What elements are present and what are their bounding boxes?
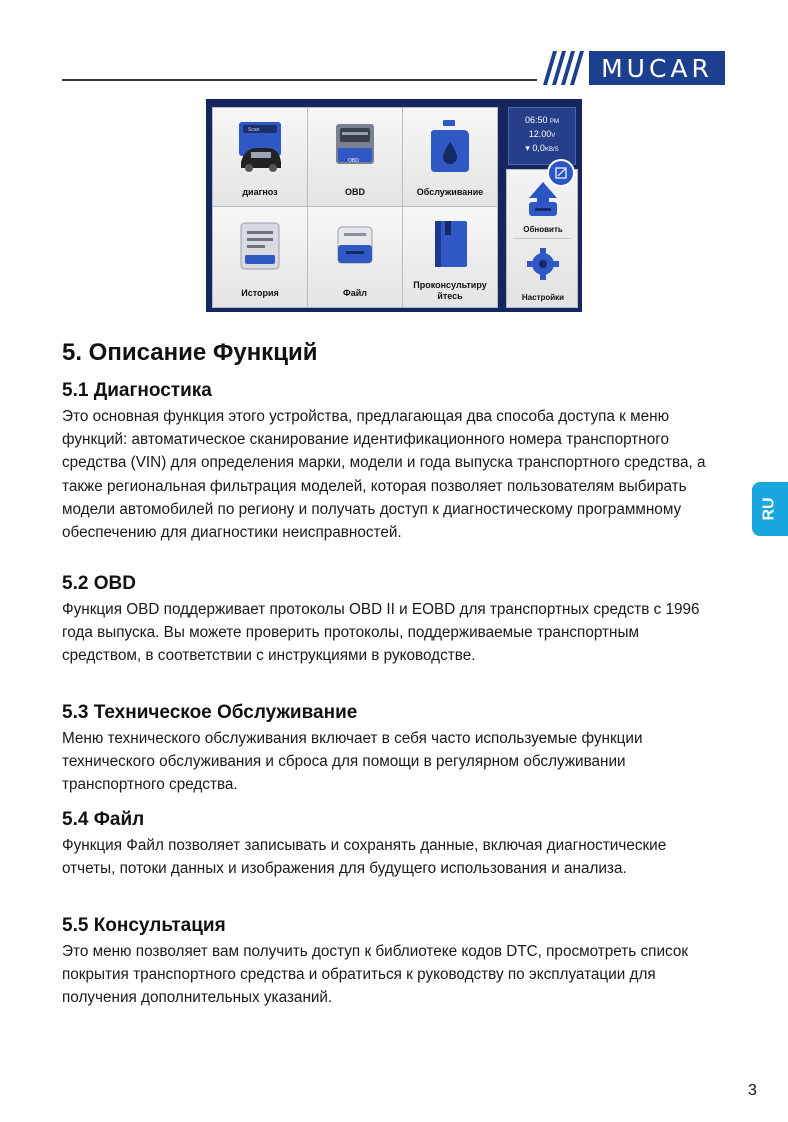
file-printer-icon: [330, 217, 380, 273]
section-diagnostics: [62, 379, 722, 544]
scan-chip: Scan: [248, 127, 260, 133]
status-speed: 0,0: [532, 143, 545, 153]
brand-slashes-icon: [541, 51, 587, 85]
wifi-icon: ▾: [525, 143, 530, 153]
section-heading: 5.4 Файл: [62, 809, 145, 830]
gear-icon: [526, 247, 560, 281]
tile-diagnosis[interactable]: [212, 107, 308, 207]
page-title: 5. Описание Функций: [62, 339, 318, 366]
section-maintenance: [62, 701, 722, 797]
section-obd: [62, 572, 722, 668]
header-divider: [62, 79, 537, 81]
section-heading: 5.3 Техническое Обслуживание: [62, 702, 358, 723]
side-panel: [506, 169, 578, 308]
section-heading: 5.5 Консультация: [62, 915, 226, 936]
history-document-icon: [235, 217, 285, 273]
tile-history[interactable]: [212, 206, 308, 308]
tile-label: Файл: [343, 288, 367, 298]
tile-maintenance[interactable]: [402, 107, 498, 207]
status-voltage: 12.00: [528, 129, 552, 139]
tile-label: История: [241, 288, 279, 298]
oil-can-icon: [425, 118, 475, 174]
tile-obd[interactable]: [307, 107, 403, 207]
device-screenshot: [206, 99, 582, 312]
book-icon: [425, 217, 475, 273]
tile-file[interactable]: [307, 206, 403, 308]
status-voltage-unit: V: [551, 133, 556, 139]
tile-label: OBD: [345, 187, 365, 197]
status-speed-unit: KB/S: [544, 147, 559, 153]
status-time-suffix: PM: [550, 119, 560, 125]
section-file: [62, 808, 722, 880]
tile-label: Проконсультиру йтесь: [413, 280, 487, 301]
settings-label: Настройки: [521, 293, 565, 302]
section-text: Это основная функция этого устройства, предлагающая два способа доступа к меню функций: автоматическое сканирование идентификационного номера транспортного средства (VIN) для определения марки, модели и года выпуска транспортного средства, а также региональная фильтрация моделей, которая позволяет пользователям выбирать модели автомобилей по региону и получать доступ к диагностическому программному обеспечению для диагностики неисправностей.: [62, 408, 706, 542]
obd-connector-icon: [330, 118, 380, 174]
status-speed-row: [509, 142, 575, 156]
notification-badge[interactable]: [547, 159, 575, 187]
status-time-row: [509, 114, 575, 128]
status-panel: [508, 107, 576, 165]
settings-button[interactable]: [507, 239, 579, 309]
section-heading: 5.1 Диагностика: [62, 380, 212, 401]
tile-consult[interactable]: [402, 206, 498, 308]
section-text: Меню технического обслуживания включает в себя часто используемые функции технического обслуживания и сброса для помощи в регулярном обслуживании транспортного средства.: [62, 730, 643, 794]
section-text: Функция Файл позволяет записывать и сохранять данные, включая диагностические отчеты, потоки данных и изображения для будущего использования и анализа.: [62, 837, 667, 878]
car-scan-icon: [235, 118, 285, 174]
section-text: Функция OBD поддерживает протоколы OBD II и EOBD для транспортных средств с 1996 года выпуска. Вы можете проверить протоколы, поддерживаемые транспортным средством, в соответствии с инструкциями в руководстве.: [62, 601, 700, 665]
language-tab: [752, 482, 788, 536]
tile-label: Обслуживание: [416, 187, 484, 197]
obd-chip: OBD: [348, 158, 359, 164]
edit-icon: [554, 166, 568, 180]
brand-logo: [541, 51, 725, 85]
update-label: Обновить: [523, 225, 563, 234]
section-consultation: [62, 914, 722, 1010]
brand-name: MUCAR: [589, 51, 725, 85]
language-label: RU: [760, 497, 778, 521]
tile-label: диагноз: [242, 187, 278, 197]
status-voltage-row: [509, 128, 575, 142]
section-text: Это меню позволяет вам получить доступ к библиотеке кодов DTC, просмотреть список покрытия транспортного средства и обратиться к руководству по эксплуатации для получения дополнительных указаний.: [62, 943, 689, 1007]
section-heading: 5.2 OBD: [62, 573, 136, 594]
page-number: 3: [748, 1082, 757, 1099]
status-time: 06:50: [524, 115, 548, 125]
